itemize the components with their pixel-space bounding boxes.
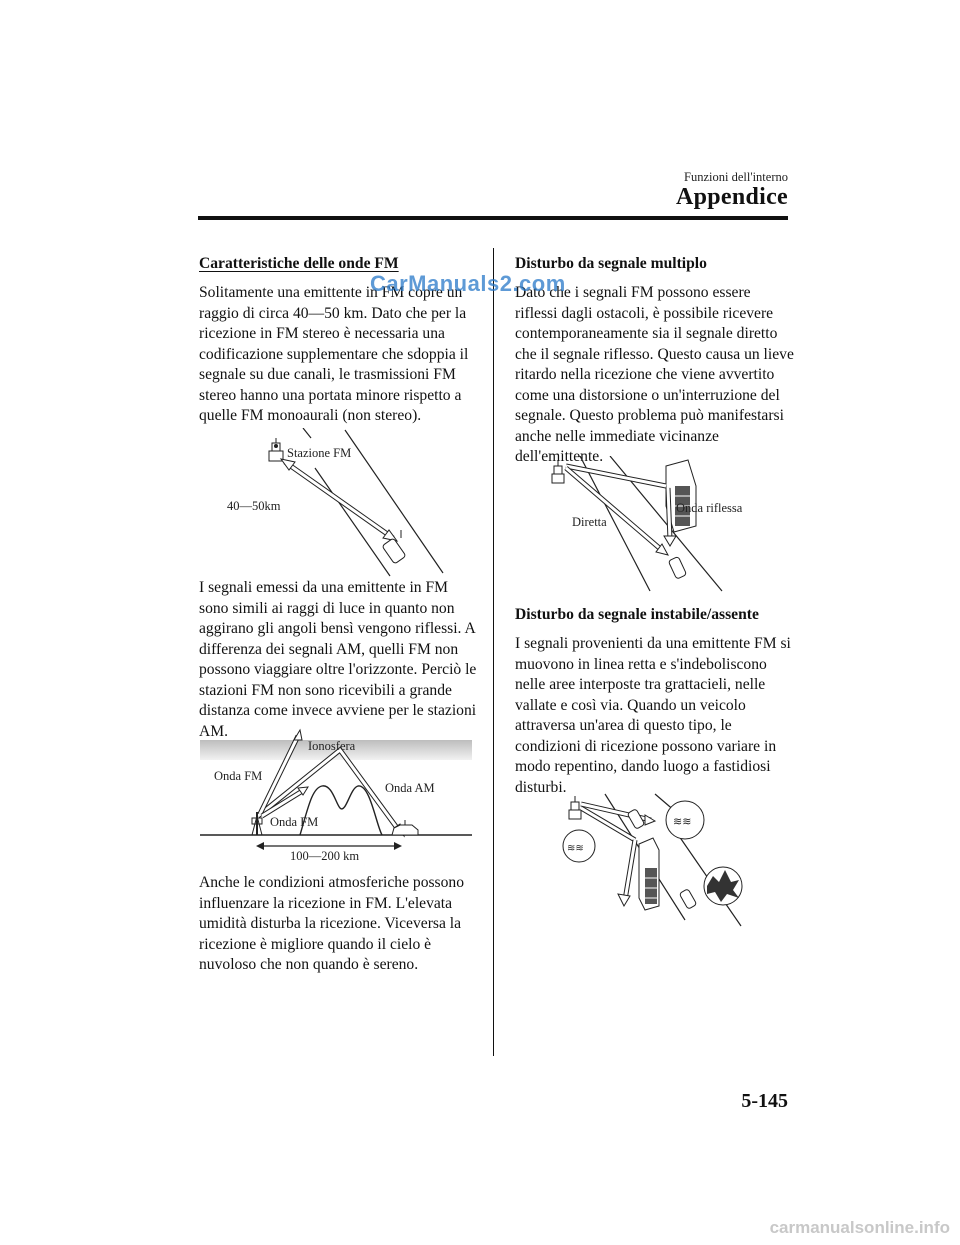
figure-multipath — [540, 456, 760, 596]
label-range-40-50km: 40―50km — [227, 499, 281, 513]
label-am-wave: Onda AM — [385, 781, 435, 795]
label-fm-wave-top: Onda FM — [214, 769, 263, 783]
svg-text:≋≋: ≋≋ — [567, 843, 584, 854]
label-ionosphere: Ionosfera — [308, 739, 356, 753]
header-rule — [198, 216, 788, 220]
header-title: Appendice — [675, 184, 788, 210]
footer-watermark: carmanualsonline.info — [769, 1218, 950, 1237]
heading-multipath: Disturbo da segnale multiplo — [515, 255, 707, 272]
figure-unstable-signal — [555, 790, 755, 930]
label-fm-station: Stazione FM — [287, 446, 352, 460]
label-fm-wave-low: Onda FM — [270, 815, 319, 829]
figure-ionosphere — [200, 728, 472, 863]
label-reflected-wave: Onda riflessa — [676, 501, 743, 515]
watermark-carmanuals2: CarManuals2.com — [370, 271, 566, 296]
svg-text:≋≋: ≋≋ — [673, 815, 692, 828]
heading-fm-characteristics: Caratteristiche delle onde FM — [199, 255, 399, 272]
paragraph-multipath: Dato che i segnali FM possono essere riflessi dagli ostacoli, è possibile ricevere contemporaneamente sia il segnale diretto che il segnale riflesso. Questo causa un lieve ritardo nella ricezione che viene avvertito come una distorsione o un'interruzione del segnale. Questo problema può manifestarsi anche nelle immediate vicinanze dell'emittente. — [515, 284, 794, 465]
paragraph-fm-range: Solitamente una emittente in FM copre un raggio di circa 40―50 km. Dato che per la ricezione in FM stereo è necessaria una codificazione supplementare che sdoppia il segnale su due canali, le trasmissioni FM stereo hanno una portata minore rispetto a quelle FM monoaurali (non stereo). — [199, 284, 469, 424]
label-distance: 100―200 km — [290, 849, 360, 863]
column-divider — [493, 248, 494, 1056]
header-section: Funzioni dell'interno — [684, 170, 788, 184]
noise-icon — [704, 867, 742, 905]
transmitter-icon — [552, 460, 564, 483]
building-icon — [639, 838, 659, 910]
transmitter-icon — [569, 796, 581, 819]
heading-unstable-signal: Disturbo da segnale instabile/assente — [515, 606, 759, 623]
paragraph-unstable-signal: I segnali provenienti da una emittente FM si muovono in linea retta e s'indeboliscono nelle aree interposte tra grattacieli, nelle vallate e così via. Quando un veicolo attraversa un'area di questo tipo, le condizioni di ricezione possono variare in modo repentino, dando luogo a fastidiosi disturbi. — [515, 635, 791, 796]
noise-icon — [563, 830, 595, 862]
label-direct: Diretta — [572, 515, 607, 529]
car-icon — [668, 556, 686, 579]
paragraph-weather: Anche le condizioni atmosferiche possono influenzare la ricezione in FM. L'elevata umidità disturba la ricezione. Viceversa la ricezione è migliore quando il cielo è nuvoloso che non quando è sereno. — [199, 874, 465, 973]
figure-fm-station-range — [215, 428, 455, 578]
transmitter-icon — [269, 438, 283, 461]
noise-icon — [666, 801, 704, 839]
paragraph-fm-light-rays: I segnali emessi da una emittente in FM sono simili ai raggi di luce in quanto non aggirano gli angoli bensì vengono riflessi. A differenza dei segnali AM, quelli FM non possono viaggiare oltre l'orizzonte. Perciò le stazioni FM non sono ricevibili a grande distanza come invece avviene per le stazioni AM. — [199, 579, 477, 740]
car-icon — [627, 809, 645, 830]
car-icon — [679, 889, 697, 910]
page-number: 5-145 — [741, 1090, 788, 1112]
